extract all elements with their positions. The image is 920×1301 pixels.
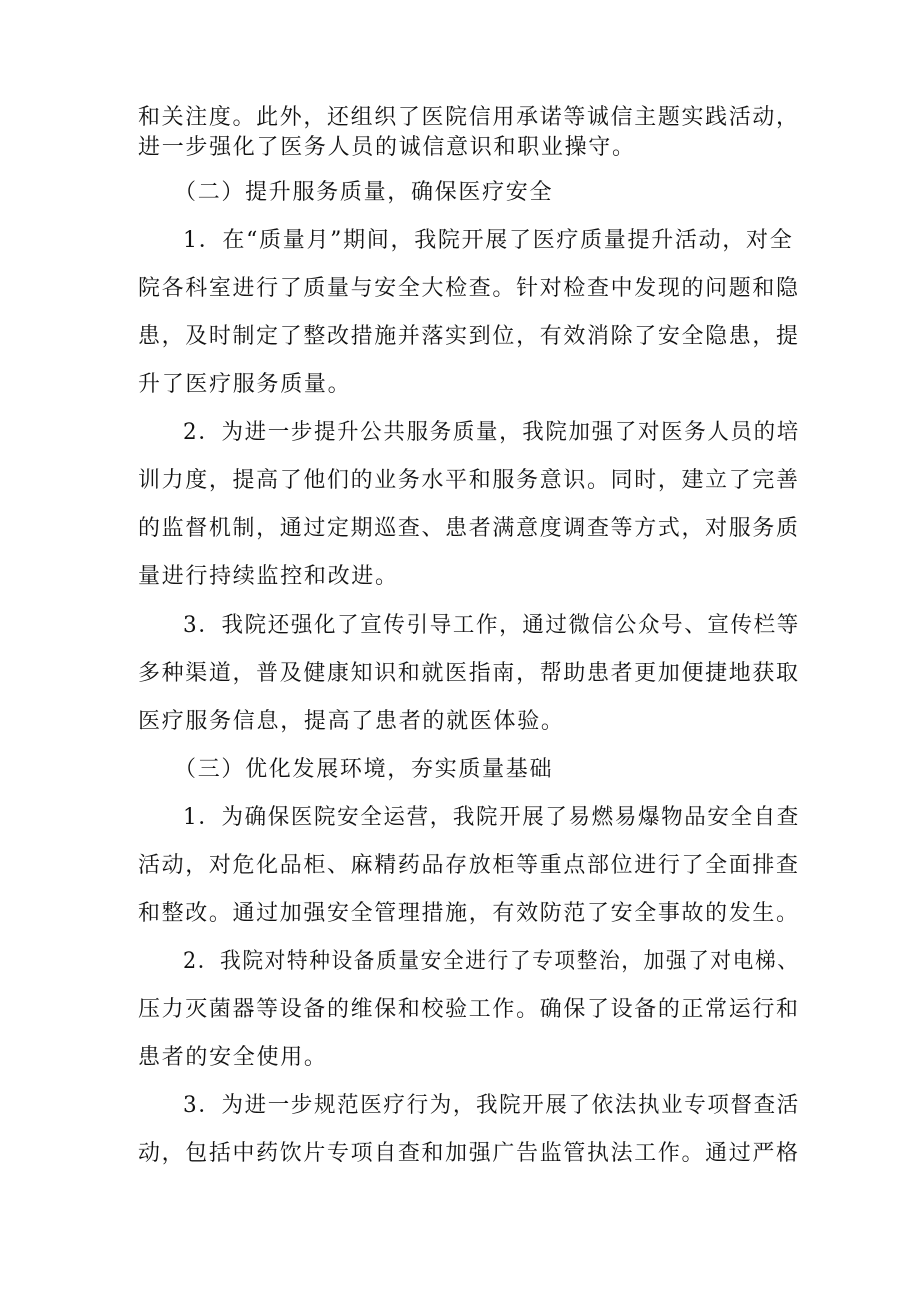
- section2-item1-line4: 升了医疗服务质量。: [138, 372, 352, 397]
- section2-item3-line1: 3．我院还强化了宣传引导工作，通过微信公众号、宣传栏等: [183, 613, 800, 638]
- section3-item1-line3: 和整改。通过加强安全管理措施，有效防范了安全事故的发生。: [138, 901, 800, 926]
- section3-item3-line2: 动，包括中药饮片专项自查和加强广告监管执法工作。通过严格: [138, 1141, 800, 1166]
- section2-item2-line4: 量进行持续监控和改进。: [138, 564, 399, 589]
- section2-item1-line1: 1．在“质量月”期间，我院开展了医疗质量提升活动，对全: [183, 228, 794, 253]
- section3-item2-line3: 患者的安全使用。: [138, 1045, 328, 1070]
- section2-item1-line3: 患，及时制定了整改措施并落实到位，有效消除了安全隐患，提: [138, 324, 800, 349]
- section-heading-2: （二）提升服务质量，确保医疗安全: [174, 180, 554, 205]
- section3-item2-line2: 压力灭菌器等设备的维保和校验工作。确保了设备的正常运行和: [138, 997, 800, 1022]
- section2-item3-line2: 多种渠道，普及健康知识和就医指南，帮助患者更加便捷地获取: [138, 661, 800, 686]
- section-heading-3: （三）优化发展环境，夯实质量基础: [174, 757, 554, 782]
- section2-item2-line2: 训力度，提高了他们的业务水平和服务意识。同时，建立了完善: [138, 468, 800, 493]
- intro-line-2: 进一步强化了医务人员的诚信意识和职业操守。: [138, 135, 636, 160]
- intro-line-1: 和关注度。此外，还组织了医院信用承诺等诚信主题实践活动，: [138, 105, 800, 130]
- section3-item2-line1: 2．我院对特种设备质量安全进行了专项整治，加强了对电梯、: [183, 949, 800, 974]
- section2-item1-line2: 院各科室进行了质量与安全大检查。针对检查中发现的问题和隐: [138, 276, 800, 301]
- section2-item2-line1: 2．为进一步提升公共服务质量，我院加强了对医务人员的培: [183, 420, 800, 445]
- section3-item1-line2: 活动，对危化品柜、麻精药品存放柜等重点部位进行了全面排查: [138, 853, 800, 878]
- section3-item3-line1: 3．为进一步规范医疗行为，我院开展了依法执业专项督查活: [183, 1093, 800, 1118]
- section2-item2-line3: 的监督机制，通过定期巡查、患者满意度调查等方式，对服务质: [138, 516, 800, 541]
- section3-item1-line1: 1．为确保医院安全运营，我院开展了易燃易爆物品安全自查: [183, 805, 800, 830]
- section2-item3-line3: 医疗服务信息，提高了患者的就医体验。: [138, 709, 565, 734]
